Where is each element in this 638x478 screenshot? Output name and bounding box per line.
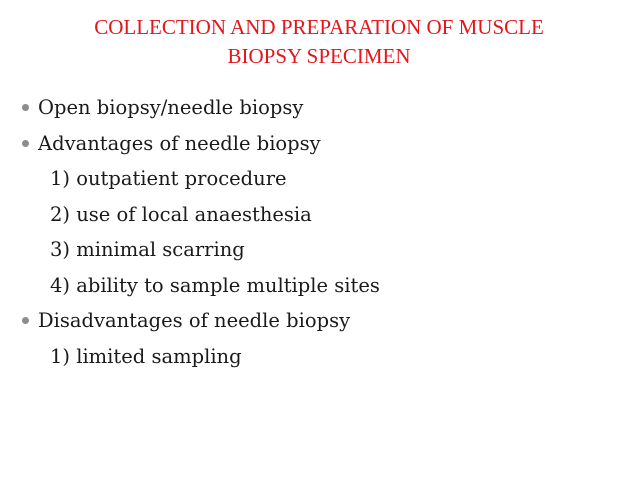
bullet-text: Disadvantages of needle biopsy [38, 309, 351, 333]
sub-item [22, 197, 622, 233]
sub-item-text: 2) use of local anaesthesia [50, 202, 312, 226]
slide-content [22, 90, 622, 374]
sub-item-text: 3) minimal scarring [50, 238, 245, 262]
sub-item-text: 1) limited sampling [50, 344, 242, 368]
sub-item-text: 4) ability to sample multiple sites [50, 273, 380, 297]
sub-item [22, 339, 622, 375]
bullet-dot-icon [22, 104, 29, 111]
bullet-dot-icon [22, 140, 29, 147]
slide-title-line-1: COLLECTION AND PREPARATION OF MUSCLE [94, 15, 544, 39]
bullet-item [22, 303, 622, 339]
slide-title [0, 13, 638, 71]
sub-item [22, 161, 622, 197]
sub-item-text: 1) outpatient procedure [50, 167, 287, 191]
bullet-text: Advantages of needle biopsy [38, 131, 321, 155]
bullet-text: Open biopsy/needle biopsy [38, 96, 304, 120]
bullet-dot-icon [22, 317, 29, 324]
sub-item [22, 232, 622, 268]
sub-item [22, 268, 622, 304]
bullet-item [22, 90, 622, 126]
bullet-item [22, 126, 622, 162]
slide-title-line-2: BIOPSY SPECIMEN [227, 44, 411, 68]
